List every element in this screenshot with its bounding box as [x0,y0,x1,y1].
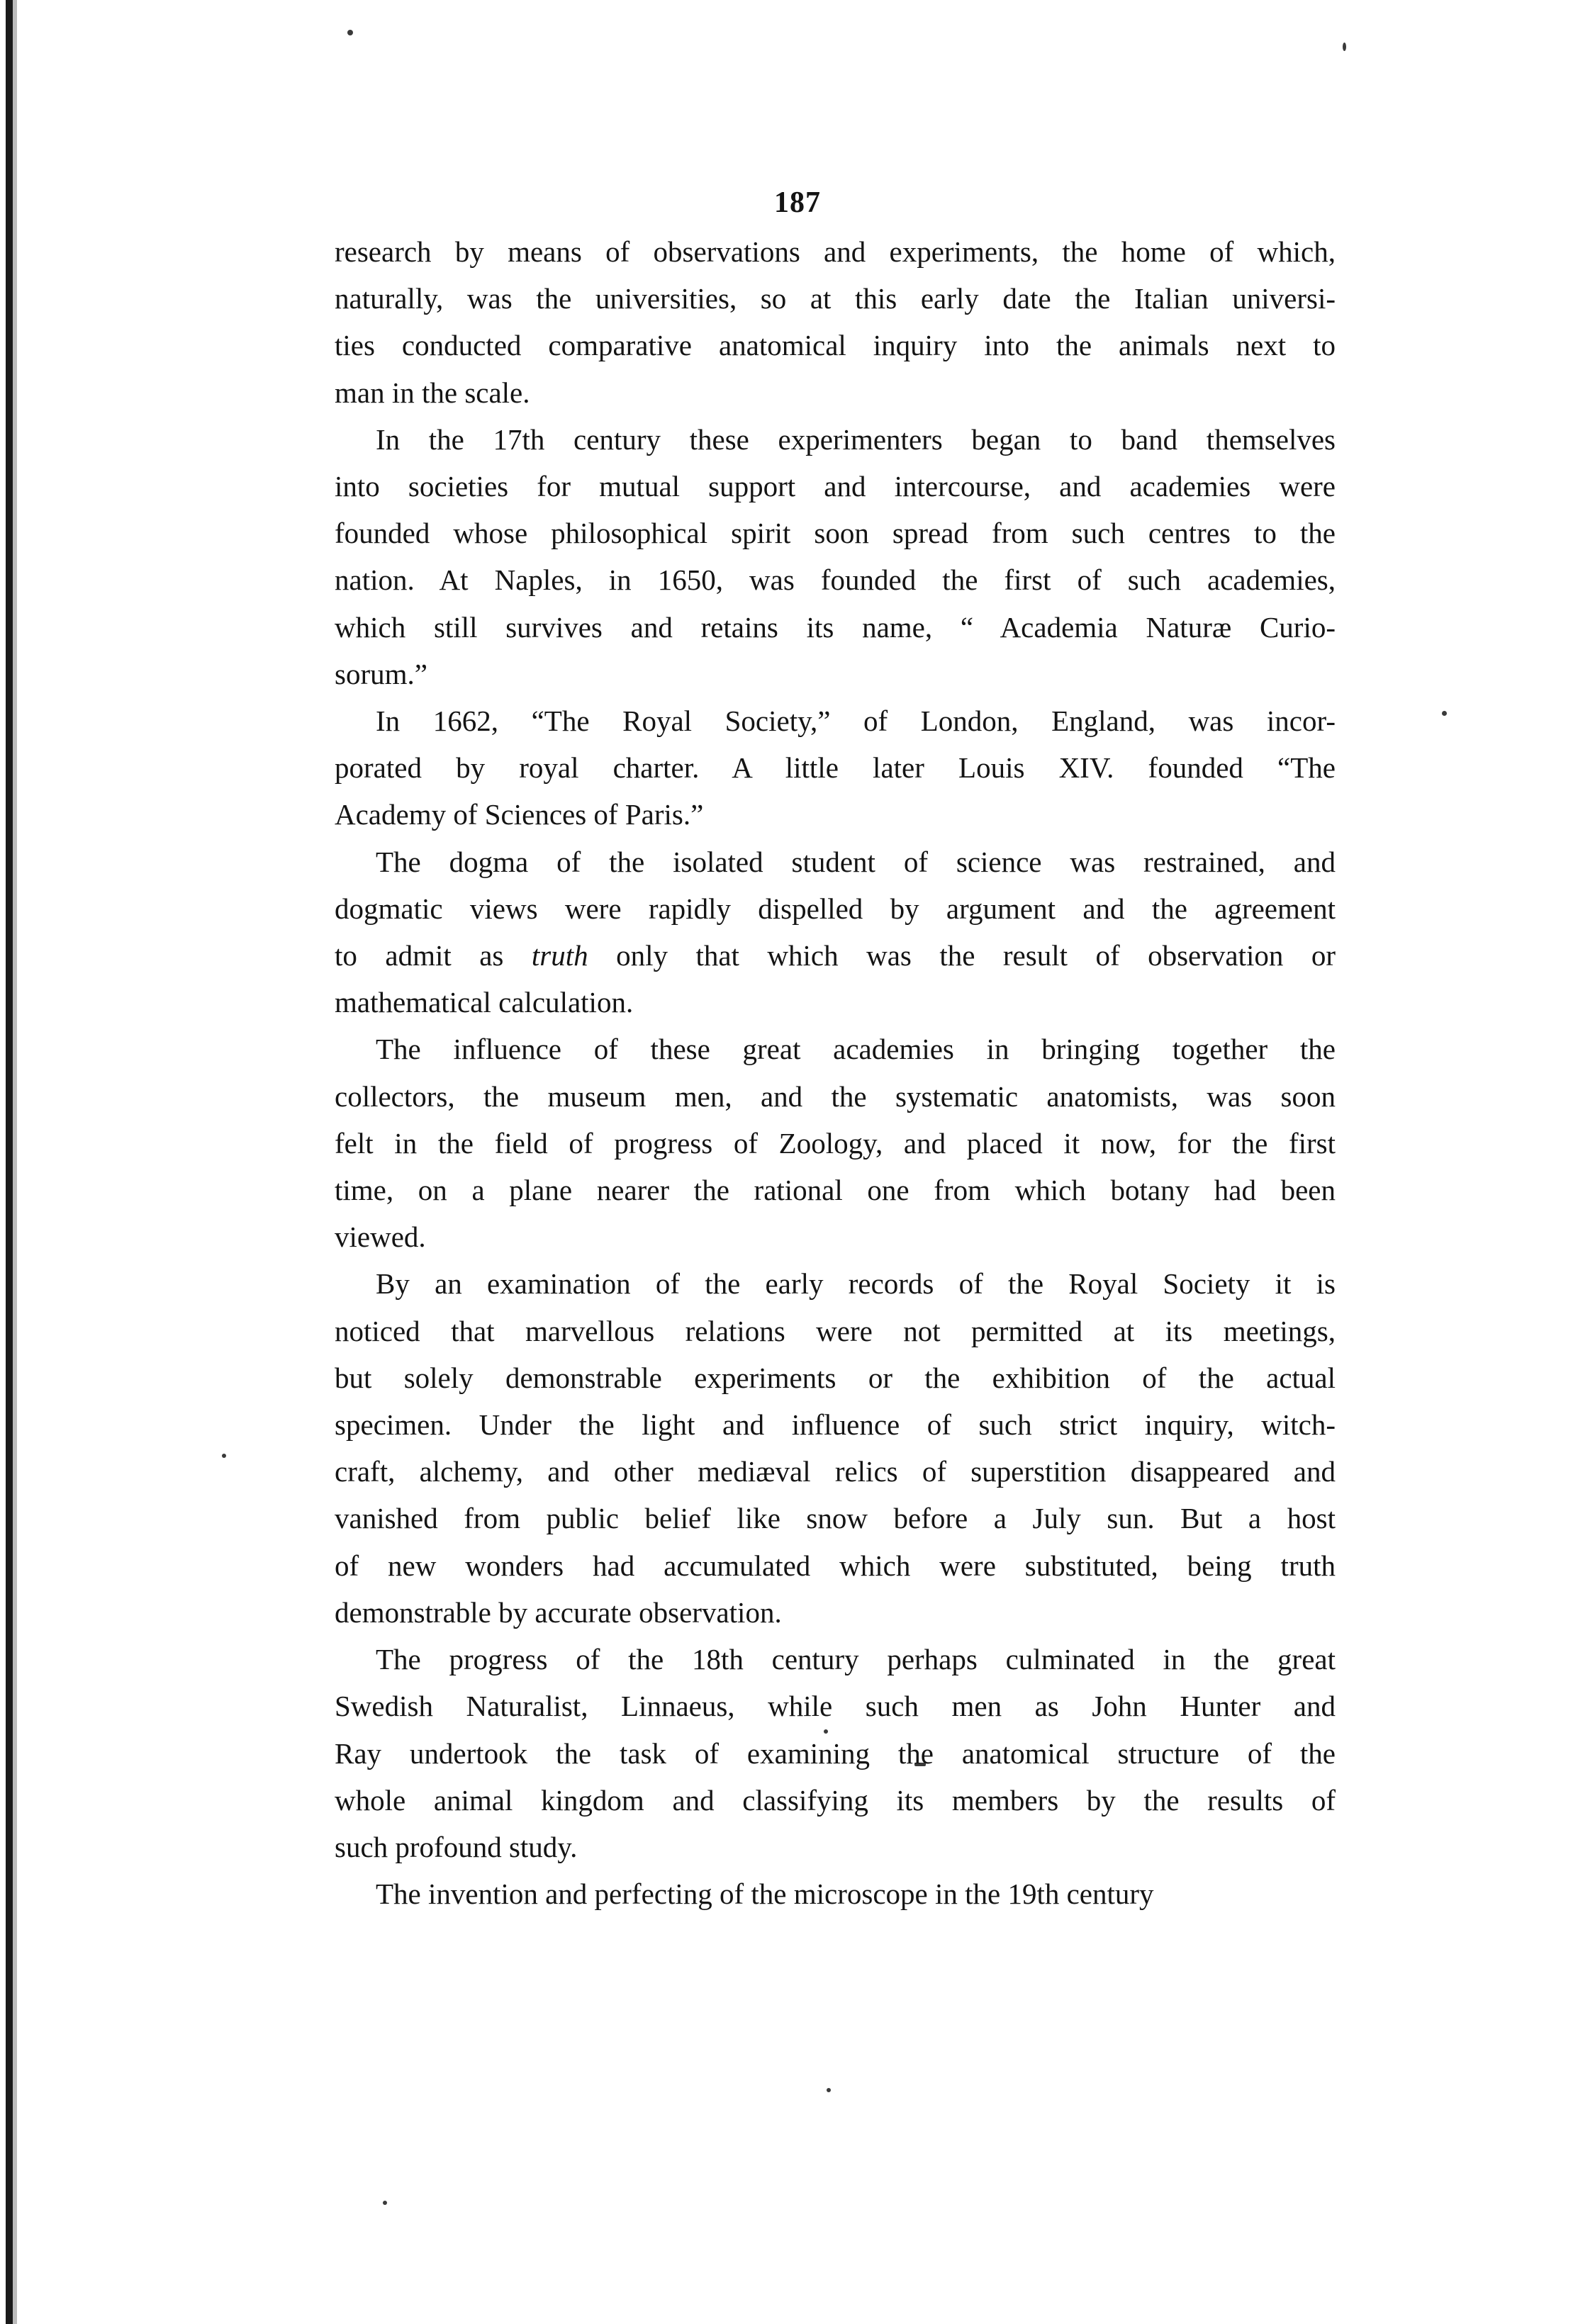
text-line: By an examination of the early records of the Royal Society it is [376,1267,1336,1301]
text-line: craft, alchemy, and other mediæval relics of superstition disappeared and [335,1455,1336,1488]
text-line: Academy of Sciences of Paris.” [335,798,704,831]
scan-speck [827,2088,831,2092]
paragraph [335,1260,1336,1636]
text-line: nation. At Naples, in 1650, was founded the first of such academies, [335,563,1336,597]
scan-speck [383,2201,387,2205]
binding-edge [6,0,13,2324]
text-line: dogmatic views were rapidly dispelled by argument and the agreement [335,892,1336,925]
paragraph [335,228,1336,416]
scan-speck [347,30,353,35]
scan-speck [1442,711,1447,716]
text-line: noticed that marvellous relations were not permitted at its meetings, [335,1314,1336,1347]
text-line: The influence of these great academies in bringing together the [376,1033,1336,1066]
text-line: Ray undertook the task of examining the anatomical structure of the [335,1736,1336,1770]
text-line: In 1662, “The Royal Society,” of London, England, was incor- [376,705,1336,738]
text-line: time, on a plane nearer the rational one from which botany had been [335,1174,1336,1207]
text-line: The progress of the 18th century perhaps culminated in the great [376,1643,1336,1676]
emphasis: truth [531,939,588,972]
binding-shadow [13,0,17,2324]
text-line: mathematical calculation. [335,986,634,1019]
text-line: porated by royal charter. A little later Louis XIV. founded “The [335,751,1336,785]
text-line: of new wonders had accumulated which were substituted, being truth [335,1549,1336,1582]
paragraph [335,416,1336,697]
text-line: ties conducted comparative anatomical inquiry into the animals next to [335,329,1336,362]
text-line: viewed. [335,1220,426,1254]
paragraph [335,1636,1336,1870]
body-text [335,228,1336,1917]
paragraph [335,697,1336,838]
text-line: sorum.” [335,657,427,690]
text-line: The dogma of the isolated student of science was restrained, and [376,845,1336,878]
text-line: research by means of observations and experiments, the home of which, [335,235,1336,268]
text-line: founded whose philosophical spirit soon spread from such centres to the [335,517,1336,550]
text-line: which still survives and retains its name, “ Academia Naturæ Curio- [335,610,1336,644]
text-line: In the 17th century these experimenters began to band themselves [376,422,1336,456]
text-line: into societies for mutual support and intercourse, and academies were [335,470,1336,503]
text-line: man in the scale. [335,376,530,409]
text-line: specimen. Under the light and influence of such strict inquiry, witch- [335,1408,1336,1442]
paragraph [335,1870,1336,1917]
text-line: felt in the field of progress of Zoology, and placed it now, for the first [335,1126,1336,1160]
text-line: The invention and perfecting of the microscope in the 19th century [376,1877,1154,1911]
text-line: such profound study. [335,1830,578,1863]
text-line: Swedish Naturalist, Linnaeus, while such men as John Hunter and [335,1690,1336,1723]
paragraph [335,838,1336,1026]
text-line: vanished from public belief like snow before a July sun. But a host [335,1502,1336,1535]
scan-speck [1343,43,1346,51]
text-line: collectors, the museum men, and the systematic anatomists, was soon [335,1079,1336,1113]
paragraph [335,1026,1336,1260]
text-line: but solely demonstrable experiments or the exhibition of the actual [335,1361,1336,1394]
page-number: 187 [774,186,821,219]
scan-speck [222,1454,226,1458]
text-line: naturally, was the universities, so at this early date the Italian universi- [335,282,1336,315]
text-line: to admit as truth only that which was the result of observation or [335,939,1336,972]
text-line: whole animal kingdom and classifying its members by the results of [335,1783,1336,1817]
text-line: demonstrable by accurate observation. [335,1595,782,1629]
